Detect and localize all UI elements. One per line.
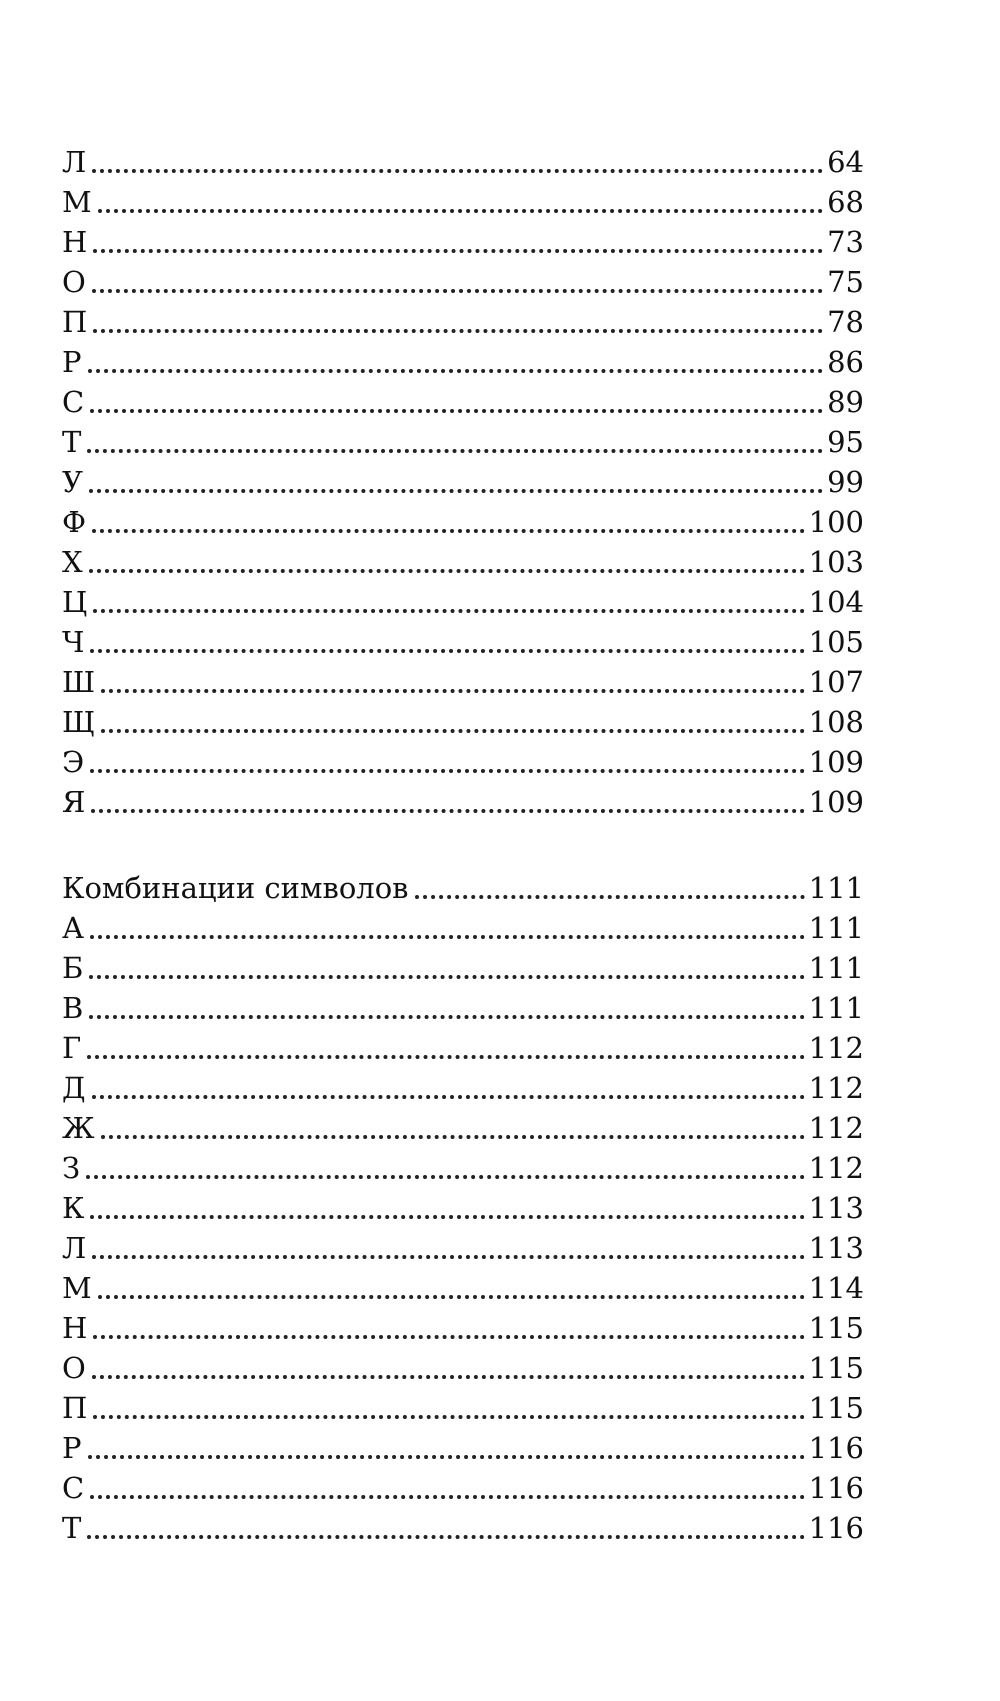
- toc-entry-label: З: [62, 1151, 81, 1185]
- toc-entry: [62, 1188, 864, 1228]
- dot-leader: [101, 689, 805, 693]
- toc-entry: [62, 1108, 864, 1148]
- dot-leader: [87, 1055, 804, 1059]
- toc-entry-page: 107: [808, 665, 864, 699]
- table-of-contents-section-1: [62, 142, 864, 822]
- dot-leader: [90, 769, 804, 773]
- toc-entry-page: 111: [808, 911, 864, 945]
- dot-leader: [93, 1335, 804, 1339]
- toc-entry-page: 116: [808, 1471, 864, 1505]
- toc-entry: [62, 742, 864, 782]
- toc-entry-page: 112: [808, 1151, 864, 1185]
- toc-entry-page: 111: [808, 871, 864, 905]
- dot-leader: [88, 1455, 805, 1459]
- toc-entry-label: Р: [62, 345, 82, 379]
- toc-entry-label: У: [62, 465, 83, 499]
- dot-leader: [89, 975, 804, 979]
- toc-entry: [62, 1428, 864, 1468]
- toc-entry: [62, 582, 864, 622]
- table-of-contents-section-2: [62, 868, 864, 1548]
- toc-entry: [62, 782, 864, 822]
- toc-entry: [62, 1508, 864, 1548]
- toc-entry-page: 112: [808, 1111, 864, 1145]
- toc-entry-label: Т: [62, 425, 82, 459]
- toc-entry-label: Т: [62, 1511, 82, 1545]
- dot-leader: [415, 895, 805, 899]
- toc-entry-label: Ч: [62, 625, 85, 659]
- dot-leader: [92, 1255, 804, 1259]
- dot-leader: [90, 1495, 804, 1499]
- toc-entry-label: Л: [62, 1231, 87, 1265]
- dot-leader: [90, 649, 804, 653]
- toc-entry: [62, 542, 864, 582]
- toc-entry-page: 116: [808, 1431, 864, 1465]
- toc-entry-label: Ф: [62, 505, 87, 539]
- toc-entry-label: П: [62, 1391, 88, 1425]
- toc-entry: [62, 1468, 864, 1508]
- toc-entry: [62, 1308, 864, 1348]
- toc-entry: [62, 702, 864, 742]
- toc-entry-page: 103: [808, 545, 864, 579]
- toc-entry-page: 104: [808, 585, 864, 619]
- dot-leader: [87, 449, 823, 453]
- toc-entry-label: Н: [62, 225, 88, 259]
- toc-entry: [62, 462, 864, 502]
- toc-entry: [62, 302, 864, 342]
- toc-entry: [62, 1348, 864, 1388]
- toc-entry-page: 113: [808, 1191, 864, 1225]
- toc-entry: [62, 382, 864, 422]
- dot-leader: [89, 489, 823, 493]
- toc-entry-label: Э: [62, 745, 85, 779]
- toc-entry-label: Х: [62, 545, 83, 579]
- toc-entry-label: Комбинации символов: [62, 871, 409, 905]
- toc-entry-label: Ш: [62, 665, 96, 699]
- toc-entry-label: Я: [62, 785, 86, 819]
- dot-leader: [93, 329, 823, 333]
- dot-leader: [93, 249, 823, 253]
- toc-entry-page: 89: [827, 385, 864, 419]
- dot-leader: [88, 369, 824, 373]
- toc-entry-page: 114: [808, 1271, 864, 1305]
- toc-entry-page: 115: [808, 1391, 864, 1425]
- toc-entry: [62, 948, 864, 988]
- toc-entry-label: С: [62, 1471, 85, 1505]
- toc-entry-label: О: [62, 265, 86, 299]
- dot-leader: [90, 935, 805, 939]
- toc-entry-page: 115: [808, 1311, 864, 1345]
- toc-entry-label: В: [62, 991, 84, 1025]
- toc-entry-page: 73: [827, 225, 864, 259]
- toc-entry: [62, 182, 864, 222]
- toc-entry: [62, 342, 864, 382]
- toc-entry: [62, 908, 864, 948]
- toc-entry-page: 64: [827, 145, 864, 179]
- toc-entry-page: 115: [808, 1351, 864, 1385]
- dot-leader: [101, 1135, 805, 1139]
- toc-entry-page: 112: [808, 1071, 864, 1105]
- dot-leader: [98, 209, 823, 213]
- toc-entry-page: 105: [808, 625, 864, 659]
- toc-section-heading: [62, 868, 864, 908]
- toc-entry: [62, 222, 864, 262]
- toc-entry-page: 113: [808, 1231, 864, 1265]
- toc-entry-label: Р: [62, 1431, 82, 1465]
- toc-entry-page: 116: [808, 1511, 864, 1545]
- toc-entry-label: Ц: [62, 585, 88, 619]
- toc-entry-label: К: [62, 1191, 85, 1225]
- toc-entry-page: 86: [827, 345, 864, 379]
- toc-entry-label: Д: [62, 1071, 86, 1105]
- toc-entry: [62, 1068, 864, 1108]
- dot-leader: [93, 1415, 804, 1419]
- dot-leader: [86, 1175, 805, 1179]
- dot-leader: [89, 569, 805, 573]
- toc-entry: [62, 422, 864, 462]
- toc-entry-label: П: [62, 305, 88, 339]
- toc-entry: [62, 988, 864, 1028]
- dot-leader: [92, 529, 805, 533]
- dot-leader: [101, 729, 805, 733]
- dot-leader: [87, 1535, 804, 1539]
- toc-entry-page: 68: [827, 185, 864, 219]
- dot-leader: [92, 169, 823, 173]
- toc-entry-page: 111: [808, 951, 864, 985]
- toc-entry-label: Ж: [62, 1111, 95, 1145]
- toc-entry-label: М: [62, 1271, 92, 1305]
- toc-entry-label: Н: [62, 1311, 88, 1345]
- dot-leader: [92, 289, 823, 293]
- toc-entry: [62, 262, 864, 302]
- toc-entry-page: 108: [808, 705, 864, 739]
- toc-entry-label: М: [62, 185, 92, 219]
- toc-entry: [62, 1388, 864, 1428]
- toc-entry-label: Б: [62, 951, 84, 985]
- dot-leader: [90, 1215, 804, 1219]
- toc-entry-page: 95: [827, 425, 864, 459]
- dot-leader: [90, 409, 823, 413]
- dot-leader: [92, 1375, 805, 1379]
- toc-entry: [62, 1228, 864, 1268]
- dot-leader: [89, 1015, 804, 1019]
- toc-entry: [62, 502, 864, 542]
- dot-leader: [92, 1095, 805, 1099]
- toc-entry-page: 100: [808, 505, 864, 539]
- toc-entry: [62, 1268, 864, 1308]
- toc-entry: [62, 1028, 864, 1068]
- toc-entry-label: О: [62, 1351, 86, 1385]
- toc-entry: [62, 142, 864, 182]
- toc-entry-page: 109: [808, 785, 864, 819]
- toc-entry-page: 109: [808, 745, 864, 779]
- toc-entry-page: 78: [827, 305, 864, 339]
- dot-leader: [98, 1295, 805, 1299]
- toc-entry-page: 99: [827, 465, 864, 499]
- toc-entry: [62, 662, 864, 702]
- toc-entry-label: Щ: [62, 705, 96, 739]
- toc-entry-label: Г: [62, 1031, 82, 1065]
- toc-entry-page: 111: [808, 991, 864, 1025]
- toc-entry-label: С: [62, 385, 85, 419]
- toc-entry: [62, 1148, 864, 1188]
- dot-leader: [91, 809, 804, 813]
- toc-entry-page: 75: [827, 265, 864, 299]
- dot-leader: [93, 609, 804, 613]
- toc-entry-label: Л: [62, 145, 87, 179]
- toc-entry: [62, 622, 864, 662]
- toc-entry-page: 112: [808, 1031, 864, 1065]
- toc-entry-label: А: [62, 911, 84, 945]
